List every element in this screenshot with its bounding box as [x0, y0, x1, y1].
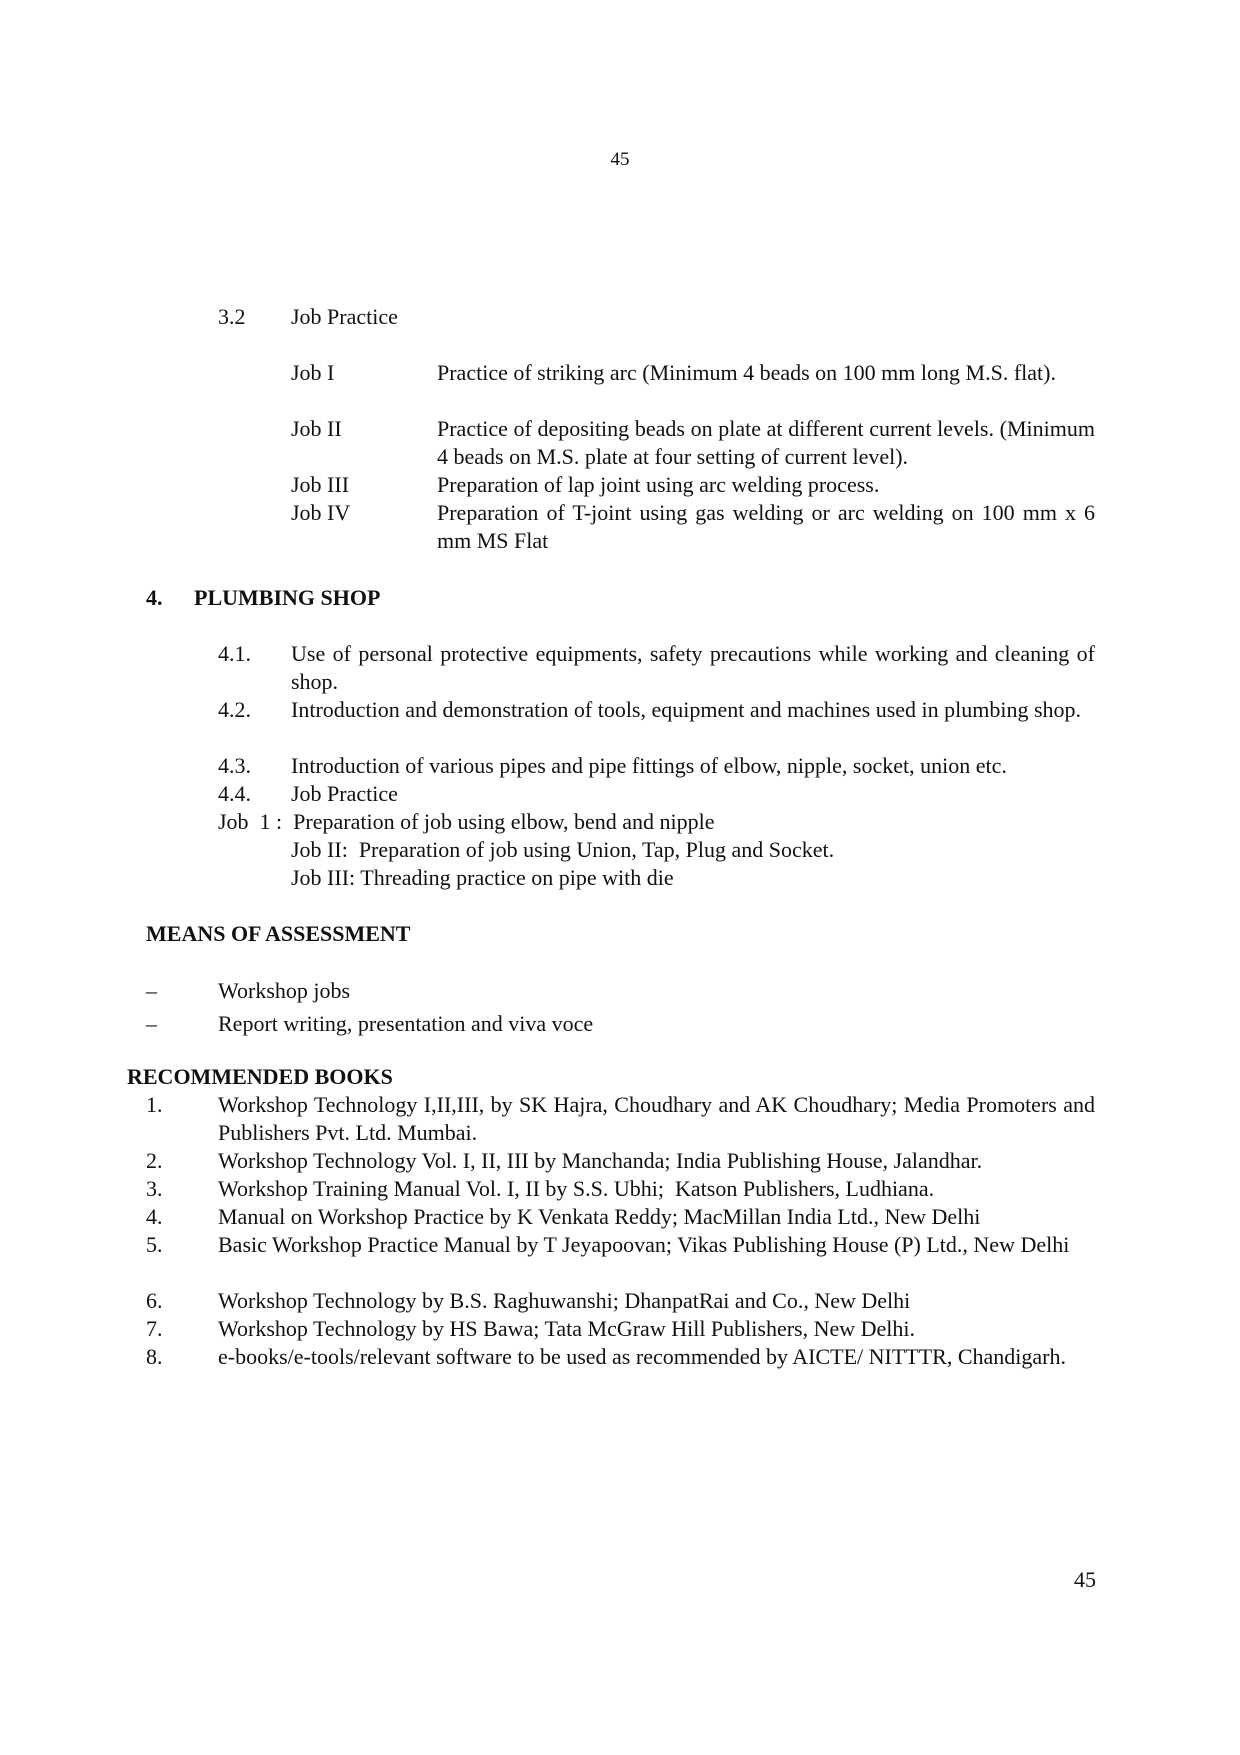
section-4-number: 4.	[146, 585, 163, 610]
section-4-title: PLUMBING SHOP	[194, 585, 381, 610]
job-1-label: Job I	[291, 360, 335, 385]
book-number: 7.	[146, 1316, 163, 1341]
item-4-1-text: Use of personal protective equipments, safety precautions while working and cleaning of shop.	[291, 641, 1095, 694]
item-4-3-text: Introduction of various pipes and pipe fittings of elbow, nipple, socket, union etc.	[291, 753, 1007, 778]
page-number-bottom: 45	[1074, 1567, 1096, 1592]
book-entry: Workshop Technology I,II,III, by SK Hajra, Choudhary and AK Choudhary; Media Promoters and Publishers Pvt. Ltd. Mumbai.	[218, 1092, 1095, 1145]
means-of-assessment-title: MEANS OF ASSESSMENT	[146, 921, 411, 946]
section-3-2-number: 3.2	[218, 304, 246, 329]
book-entry: Workshop Training Manual Vol. I, II by S.S. Ubhi; Katson Publishers, Ludhiana.	[218, 1176, 935, 1201]
job-3-label: Job III	[291, 472, 350, 497]
job-4-description: Preparation of T-joint using gas welding or arc welding on 100 mm x 6 mm MS Flat	[437, 500, 1095, 553]
job-1-description: Practice of striking arc (Minimum 4 beads on 100 mm long M.S. flat).	[437, 360, 1056, 385]
book-number: 4.	[146, 1204, 163, 1229]
job-2-description: Practice of depositing beads on plate at different current levels. (Minimum 4 beads on M.S. plate at four setting of current level).	[437, 416, 1095, 469]
book-entry: Manual on Workshop Practice by K Venkata Reddy; MacMillan India Ltd., New Delhi	[218, 1204, 981, 1229]
book-number: 6.	[146, 1288, 163, 1313]
book-entry: Workshop Technology by HS Bawa; Tata McGraw Hill Publishers, New Delhi.	[218, 1316, 916, 1341]
book-number: 1.	[146, 1092, 163, 1117]
job-3-description: Preparation of lap joint using arc welding process.	[437, 472, 880, 497]
item-4-3-number: 4.3.	[218, 753, 251, 778]
job-2-label: Job II	[291, 416, 342, 441]
book-entry: e-books/e-tools/relevant software to be used as recommended by AICTE/ NITTTR, Chandigarh.	[218, 1344, 1066, 1369]
book-number: 2.	[146, 1148, 163, 1173]
assessment-item: Report writing, presentation and viva voce	[218, 1011, 594, 1036]
assessment-bullet: –	[146, 978, 157, 1003]
plumbing-job-3: Job III: Threading practice on pipe with die	[291, 865, 674, 890]
section-3-2-title: Job Practice	[291, 304, 398, 329]
book-entry: Workshop Technology by B.S. Raghuwanshi; DhanpatRai and Co., New Delhi	[218, 1288, 911, 1313]
plumbing-job-2: Job II: Preparation of job using Union, Tap, Plug and Socket.	[291, 837, 835, 862]
book-number: 5.	[146, 1232, 163, 1257]
plumbing-job-1: Job 1 : Preparation of job using elbow, bend and nipple	[218, 809, 715, 834]
item-4-2-number: 4.2.	[218, 697, 251, 722]
book-entry: Workshop Technology Vol. I, II, III by Manchanda; India Publishing House, Jalandhar.	[218, 1148, 983, 1173]
book-number: 3.	[146, 1176, 163, 1201]
assessment-bullet: –	[146, 1011, 157, 1036]
assessment-item: Workshop jobs	[218, 978, 351, 1003]
job-4-label: Job IV	[291, 500, 351, 525]
item-4-2-text: Introduction and demonstration of tools, equipment and machines used in plumbing shop.	[291, 697, 1082, 722]
item-4-1-number: 4.1.	[218, 641, 251, 666]
book-number: 8.	[146, 1344, 163, 1369]
page-number-top: 45	[610, 149, 630, 170]
item-4-4-text: Job Practice	[291, 781, 398, 806]
recommended-books-title: RECOMMENDED BOOKS	[127, 1064, 393, 1089]
item-4-4-number: 4.4.	[218, 781, 251, 806]
book-entry: Basic Workshop Practice Manual by T Jeyapoovan; Vikas Publishing House (P) Ltd., New Delhi	[218, 1232, 1070, 1257]
